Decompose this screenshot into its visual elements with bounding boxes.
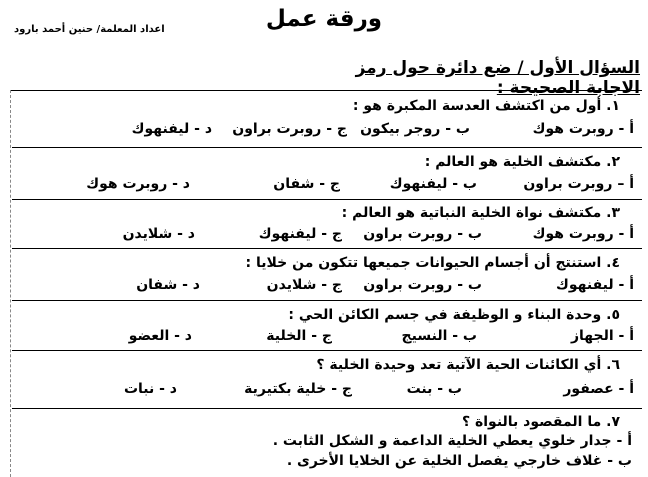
option-d[interactable]: د - نبات (123, 381, 177, 397)
option-a[interactable]: أ – روبرت براون (523, 176, 634, 192)
option-d[interactable]: د - ليفنهوك (131, 121, 212, 137)
option-b[interactable]: ب - روبرت براون (363, 277, 482, 293)
option-a[interactable]: أ - عصفور (563, 381, 634, 397)
question-text: ٤. استنتج أن أجسام الحيوانات جميعها تتكون من خلايا : (245, 255, 620, 271)
option-c[interactable]: ج - ليفنهوك (258, 226, 342, 242)
section-title: السؤال الأول / ضع دائرة حول رمز الاجابة الصحيحة : (355, 58, 640, 98)
option-b[interactable]: ب - بنت (406, 381, 462, 397)
question-text: ٢. مكتشف الخلية هو العالم : (424, 154, 620, 170)
page-title: ورقة عمل (265, 6, 383, 32)
question-text: ٣. مكتشف نواة الخلية النباتية هو العالم : (341, 205, 620, 221)
option-d[interactable]: د - العضو (128, 328, 192, 344)
question-5 (12, 301, 642, 351)
option-c[interactable]: ج - روبرت براون (232, 121, 347, 137)
option-b[interactable]: ب - روجر بيكون (360, 121, 470, 137)
option-d[interactable]: د - روبرت هوك (86, 176, 190, 192)
question-4 (12, 249, 642, 301)
option-a[interactable]: أ - روبرت هوك (532, 121, 634, 137)
question-text: ٥. وحدة البناء و الوظيفة في جسم الكائن الحي : (288, 307, 620, 323)
question-6 (12, 351, 642, 409)
question-text: ١. أول من اكتشف العدسة المكبرة هو : (352, 98, 620, 114)
question-text: ٧. ما المقصود بالنواة ؟ (461, 414, 620, 430)
option-a[interactable]: أ - ليفنهوك (556, 277, 634, 293)
question-3 (12, 200, 642, 249)
option-d[interactable]: د - شلايدن (122, 226, 195, 242)
option-b[interactable]: ب - النسيج (401, 328, 477, 344)
option-c[interactable]: ج - خلية بكتيرية (244, 381, 352, 397)
option-c[interactable]: ج - شلايدن (266, 277, 342, 293)
author-label: اعداد المعلمة/ حنين أحمد بارود (14, 24, 165, 35)
option-b[interactable]: ب - غلاف خارجي يفصل الخلية عن الخلايا الأخرى . (286, 453, 632, 469)
question-2 (12, 148, 642, 200)
option-a[interactable]: أ - روبرت هوك (532, 226, 634, 242)
option-c[interactable]: ج - الخلية (266, 328, 332, 344)
question-7 (12, 409, 642, 477)
option-d[interactable]: د - شفان (136, 277, 200, 293)
question-text: ٦. أي الكائنات الحية الآتية تعد وحيدة الخلية ؟ (316, 357, 620, 373)
option-b[interactable]: ب - روبرت براون (363, 226, 482, 242)
left-margin-line (10, 90, 11, 477)
option-b[interactable]: ب - ليفنهوك (389, 176, 477, 192)
option-a[interactable]: أ - جدار خلوي يعطي الخلية الداعمة و الشكل الثابت . (272, 433, 632, 449)
option-c[interactable]: ج - شفان (273, 176, 340, 192)
question-1 (12, 91, 642, 148)
option-a[interactable]: أ - الجهاز (570, 328, 634, 344)
